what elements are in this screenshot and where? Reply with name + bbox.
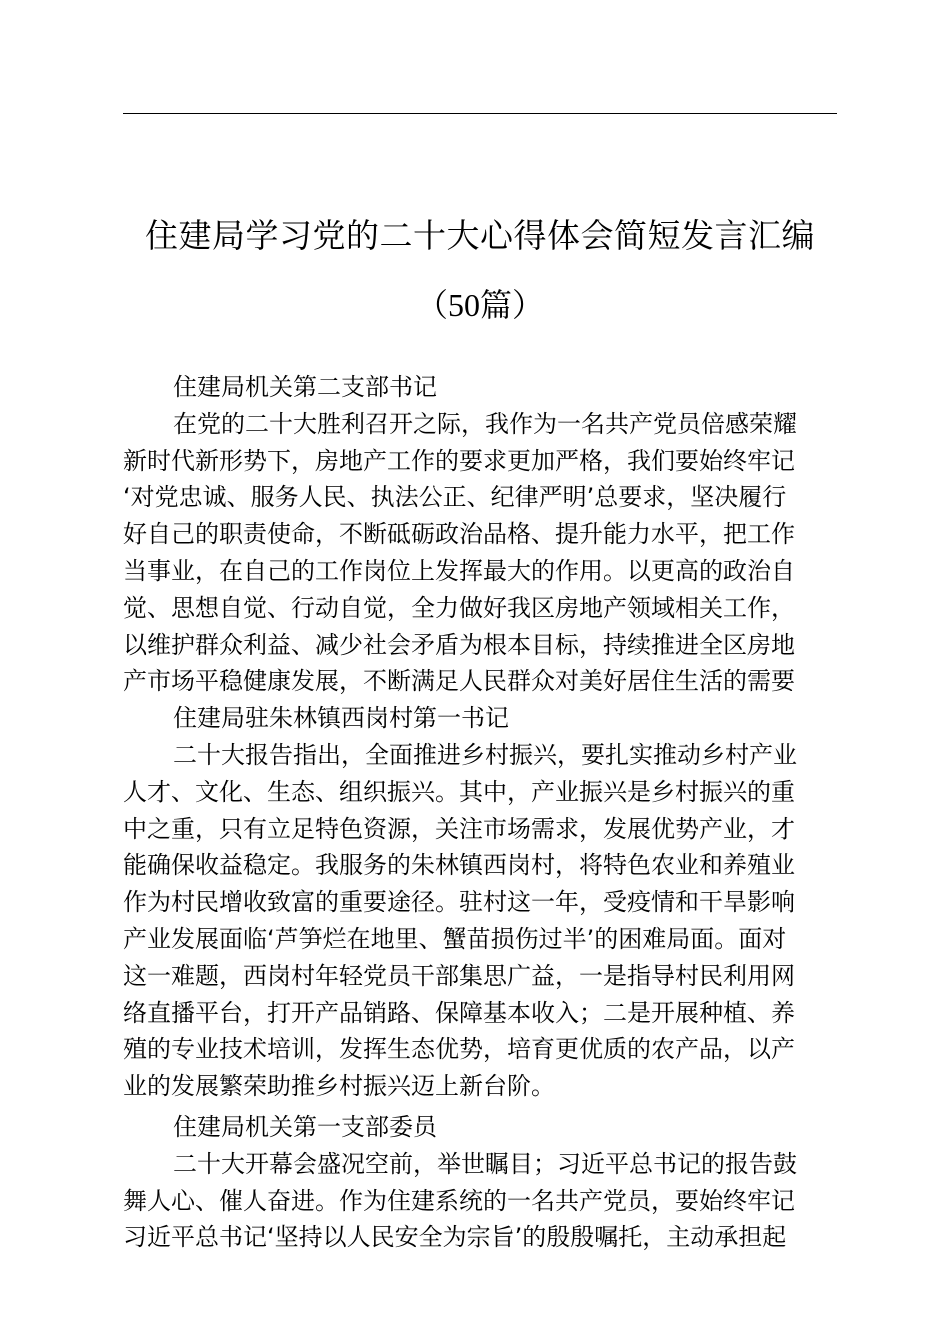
paragraph-line: 殖的专业技术培训，发挥生态优势，培育更优质的农产品，以产 [123,1035,795,1064]
section-heading: 住建局机关第二支部书记 [173,373,437,401]
paragraph-line: 当事业，在自己的工作岗位上发挥最大的作用。以更高的政治自 [123,556,795,585]
paragraph-line: ‘对党忠诚、服务人民、执法公正、纪律严明’总要求，坚决履行 [123,483,787,512]
section-3 [123,1109,837,1256]
paragraph-line: 在党的二十大胜利召开之际，我作为一名共产党员倍感荣耀 [173,409,797,438]
section-2 [123,700,837,1105]
paragraph-line: 以维护群众利益、减少社会矛盾为根本目标，持续推进全区房地 [123,630,795,659]
document-title: 住建局学习党的二十大心得体会简短发言汇编 [145,216,815,255]
paragraph-line: 中之重，只有立足特色资源，关注市场需求，发展优势产业，才 [123,814,795,843]
header-rule [123,113,837,114]
paragraph-line: 这一难题，西岗村年轻党员干部集思广益，一是指导村民利用网 [123,961,795,990]
paragraph-line: 业的发展繁荣助推乡村振兴迈上新台阶。 [123,1072,555,1101]
paragraph-line: 二十大开幕会盛况空前，举世瞩目；习近平总书记的报告鼓 [173,1149,797,1178]
section-1 [123,369,837,700]
paragraph-line: 产业发展面临‘芦笋烂在地里、蟹苗损伤过半’的困难局面。面对 [123,924,787,953]
subtitle-unit: 篇） [480,286,545,324]
paragraph-line: 舞人心、催人奋进。作为住建系统的一名共产党员，要始终牢记 [123,1186,795,1215]
document-subtitle [123,283,837,327]
paragraph-line: 好自己的职责使命，不断砥砺政治品格、提升能力水平，把工作 [123,520,795,549]
paragraph-line: 二十大报告指出，全面推进乡村振兴，要扎实推动乡村产业 [173,740,797,769]
paragraph-line: 觉、思想自觉、行动自觉，全力做好我区房地产领域相关工作， [123,593,795,622]
paragraph-line: 作为村民增收致富的重要途径。驻村这一年，受疫情和干旱影响 [123,888,795,917]
subtitle-open-paren: （ [415,286,448,324]
paragraph-line: 能确保收益稳定。我服务的朱林镇西岗村，将特色农业和养殖业 [123,851,795,880]
subtitle-count: 50 [448,287,480,323]
paragraph-line: 习近平总书记‘坚持以人民安全为宗旨’的殷殷嘱托，主动承担起 [123,1223,787,1252]
paragraph-line: 产市场平稳健康发展，不断满足人民群众对美好居住生活的需要 [123,667,795,696]
paragraph-line: 络直播平台，打开产品销路、保障基本收入；二是开展种植、养 [123,998,795,1027]
section-heading: 住建局驻朱林镇西岗村第一书记 [173,704,509,733]
paragraph-line: 新时代新形势下，房地产工作的要求更加严格，我们要始终牢记 [123,446,795,475]
document-body [123,369,837,1256]
section-heading: 住建局机关第一支部委员 [173,1112,437,1141]
paragraph-line: 人才、文化、生态、组织振兴。其中，产业振兴是乡村振兴的重 [123,777,795,806]
